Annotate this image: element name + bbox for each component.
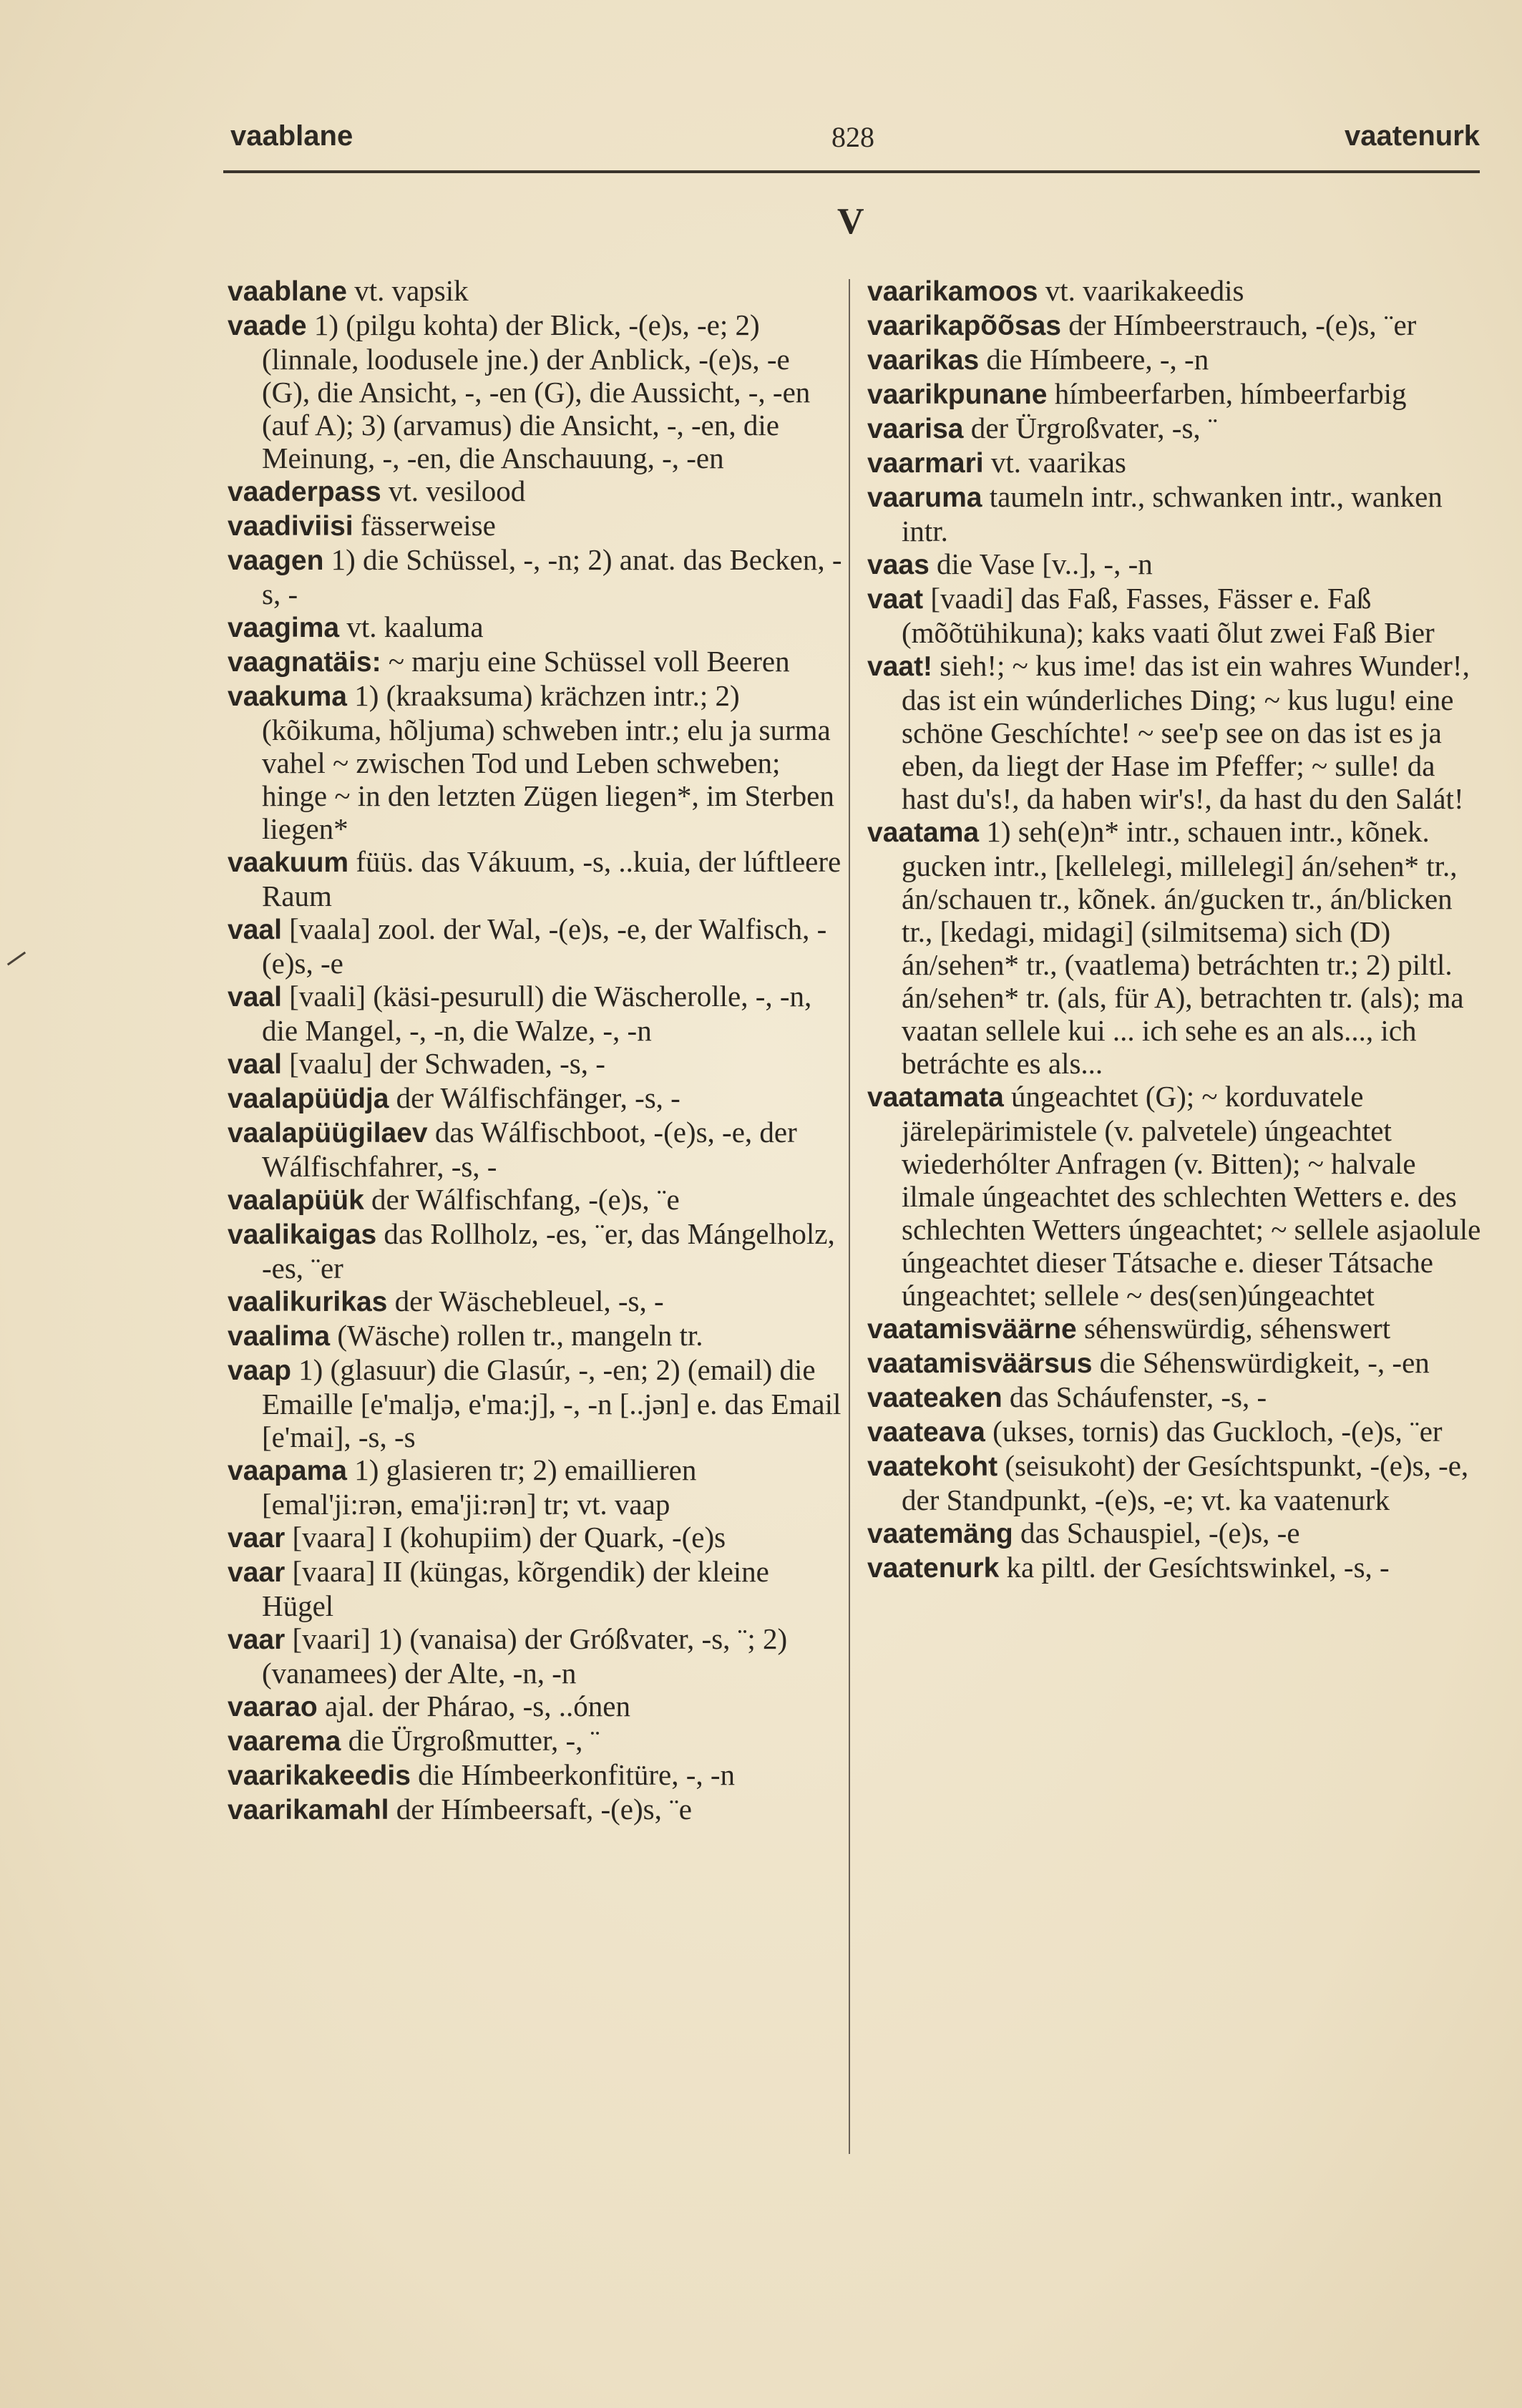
entry-headword: vaalikaigas <box>228 1219 377 1250</box>
dictionary-entry <box>228 1453 843 1521</box>
entry-headword: vaagnatäis: <box>228 647 381 678</box>
entry-headword: vaarikapõõsas <box>867 311 1062 341</box>
entry-headword: vaateaken <box>867 1383 1003 1413</box>
dictionary-entry <box>867 1346 1483 1380</box>
dictionary-entry <box>228 1116 843 1183</box>
entry-definition: die Hímbeere, -, -n <box>979 343 1209 376</box>
entry-headword: vaagen <box>228 545 324 576</box>
dictionary-entry <box>867 411 1483 446</box>
entry-definition: hímbeerfarben, hímbeerfarbig <box>1047 377 1407 410</box>
dictionary-entry <box>228 1758 843 1793</box>
entry-headword: vaakuma <box>228 681 347 712</box>
dictionary-entry <box>867 1551 1483 1585</box>
entry-headword: vaal <box>228 982 282 1013</box>
entry-headword: vaadiviisi <box>228 511 353 542</box>
entry-headword: vaal <box>228 1049 282 1080</box>
entry-definition: das Scháufenster, -s, - <box>1002 1380 1267 1413</box>
entry-definition: sieh!; ~ kus ime! das ist ein wahres Wunder!, das ist ein wúnderliches Ding; ~ kus lugu! eine schöne Geschíchte! ~ see'p see on das ist es ja eben, da liegt der Hase im Pfeffer; ~ sulle! da hast du's!, da haben wir's!, da hast du den Salát! <box>902 649 1470 815</box>
dictionary-entry <box>228 1521 843 1555</box>
column-divider <box>849 279 850 2154</box>
entry-definition: der Wäschebleuel, -s, - <box>387 1285 664 1317</box>
entry-headword: vaalikurikas <box>228 1287 388 1317</box>
entry-definition: vt. vaarikakeedis <box>1038 274 1244 307</box>
entry-headword: vaalapüüdja <box>228 1083 389 1114</box>
entry-definition: [vaari] 1) (vanaisa) der Gróßvater, -s, ¨; 2) (vanamees) der Alte, -n, -n <box>262 1622 788 1690</box>
left-column <box>228 274 843 2163</box>
entry-definition: vt. vapsik <box>346 274 469 307</box>
entry-definition: 1) (glasuur) die Glasúr, -, -en; 2) (email) die Emaille [e'maljə, e'ma:j], -, -n [..jən] e. das Email [e'mai], -s, -s <box>262 1353 842 1453</box>
dictionary-entry <box>228 274 843 308</box>
entry-headword: vaagima <box>228 613 340 643</box>
entry-headword: vaarema <box>228 1726 341 1757</box>
entry-headword: vaakuum <box>228 847 349 878</box>
entry-headword: vaarikamahl <box>228 1795 389 1826</box>
dictionary-entry <box>867 1449 1483 1516</box>
entry-headword: vaatemäng <box>867 1519 1013 1549</box>
entry-definition: vt. kaaluma <box>339 610 484 643</box>
header-last-entry: vaatenurk <box>1345 120 1480 152</box>
entry-definition: [vaali] (käsi-pesurull) die Wäscherolle, -, -n, die Mangel, -, -n, die Walze, -, -n <box>262 980 812 1047</box>
dictionary-entry <box>228 980 843 1047</box>
entry-definition: die Vase [v..], -, -n <box>929 547 1153 580</box>
entry-headword: vaarisa <box>867 414 964 444</box>
entry-headword: vaal <box>228 915 282 945</box>
dictionary-entry <box>228 1622 843 1690</box>
dictionary-entry <box>867 1312 1483 1346</box>
entry-definition: ~ marju eine Schüssel voll Beeren <box>381 645 790 678</box>
dictionary-entry <box>867 1080 1483 1312</box>
entry-headword: vaatamisväärsus <box>867 1348 1093 1379</box>
entry-definition: [vaara] I (kohupiim) der Quark, -(e)s <box>285 1521 726 1554</box>
entry-headword: vaarao <box>228 1692 318 1722</box>
entry-definition: die Ürgroßmutter, -, ¨ <box>341 1724 600 1757</box>
entry-headword: vaaderpass <box>228 477 381 507</box>
dictionary-entry <box>228 308 843 474</box>
entry-definition: der Hímbeerstrauch, -(e)s, ¨er <box>1061 308 1417 341</box>
dictionary-entry <box>228 1217 843 1285</box>
entry-headword: vaar <box>228 1523 286 1554</box>
entry-definition: das Schauspiel, -(e)s, -e <box>1013 1516 1300 1549</box>
entry-definition: der Wálfischfang, -(e)s, ¨e <box>364 1183 680 1216</box>
entry-definition: 1) seh(e)n* intr., schauen intr., kõnek. gucken intr., [kellelegi, millelegi] án/sehen* tr., án/schauen tr., kõnek. án/gucken tr., án/blicken tr., [kedagi, midagi] (silmitsema) sich (D) án/sehen* tr., (vaatlema) betráchten tr.; 2) piltl. án/sehen* tr. (als, für A), betrachten tr. (als); ma vaatan sellele kui ... ich sehe es an als..., ich betráchte es als... <box>902 815 1464 1080</box>
entry-headword: vaatamisväärne <box>867 1314 1077 1345</box>
entry-definition: die Hímbeerkonfitüre, -, -n <box>410 1758 736 1791</box>
entry-definition: [vaara] II (küngas, kõrgendik) der kleine Hügel <box>262 1555 769 1622</box>
entry-definition: ajal. der Phárao, -s, ..ónen <box>317 1690 630 1722</box>
entry-headword: vaalapüügilaev <box>228 1118 428 1149</box>
margin-pencil-mark <box>7 952 26 966</box>
entry-definition: (Wäsche) rollen tr., mangeln tr. <box>330 1319 703 1352</box>
dictionary-entry <box>867 1380 1483 1415</box>
dictionary-entry <box>228 1285 843 1319</box>
dictionary-entry <box>228 1793 843 1827</box>
dictionary-entry <box>867 649 1483 815</box>
entry-headword: vaateava <box>867 1417 985 1448</box>
entry-headword: vaapama <box>228 1456 347 1486</box>
entry-headword: vaatenurk <box>867 1553 1000 1584</box>
dictionary-entry <box>867 274 1483 308</box>
entry-definition: füüs. das Vákuum, -s, ..kuia, der lúftleere Raum <box>262 845 842 912</box>
entry-headword: vaarikakeedis <box>228 1760 411 1791</box>
entry-definition: (ukses, tornis) das Guckloch, -(e)s, ¨er <box>985 1415 1443 1448</box>
entry-definition: fässerweise <box>353 509 496 542</box>
entry-definition: 1) die Schüssel, -, -n; 2) anat. das Becken, -s, - <box>262 543 842 610</box>
entry-headword: vaar <box>228 1557 286 1588</box>
dictionary-entry <box>228 1047 843 1081</box>
entry-definition: [vaala] zool. der Wal, -(e)s, -e, der Walfisch, -(e)s, -e <box>262 912 827 980</box>
entry-definition: 1) glasieren tr; 2) emaillieren [emal'ji:rən, ema'ji:rən] tr; vt. vaap <box>262 1453 697 1521</box>
dictionary-entry <box>867 1516 1483 1551</box>
dictionary-entry <box>228 474 843 509</box>
entry-definition: [vaalu] der Schwaden, -s, - <box>281 1047 605 1080</box>
dictionary-entry <box>867 480 1483 547</box>
entry-definition: vt. vesilood <box>381 474 526 507</box>
entry-headword: vaatekoht <box>867 1451 998 1482</box>
entry-definition: vt. vaarikas <box>983 446 1126 479</box>
entry-definition: der Hímbeersaft, -(e)s, ¨e <box>389 1793 692 1826</box>
page-number: 828 <box>831 121 874 153</box>
entry-headword: vaat! <box>867 651 933 682</box>
entry-definition: séhenswürdig, séhenswert <box>1076 1312 1391 1345</box>
dictionary-entry <box>228 845 843 912</box>
entry-headword: vaarmari <box>867 448 984 479</box>
dictionary-entry <box>228 543 843 610</box>
dictionary-entry <box>228 645 843 679</box>
dictionary-entry <box>867 1415 1483 1449</box>
entry-headword: vaablane <box>228 276 347 307</box>
entry-definition: úngeachtet (G); ~ korduvatele järelepärimistele (v. palvetele) úngeachtet wiederhólter Anfragen (v. Bitten); ~ halvale ilmale úngeachtet des schlechten Wetters e. des schlechten Wetters úngeachtet; ~ sellele asjaolule úngeachtet dieser Tátsache e. dieser Tátsache úngeachtet; sellele ~ des(sen)úngeachtet <box>902 1080 1481 1312</box>
dictionary-entry <box>228 679 843 845</box>
entry-definition: der Ürgroßvater, -s, ¨ <box>963 411 1218 444</box>
entry-headword: vaarikas <box>867 345 980 376</box>
entry-definition: (seisukoht) der Gesíchtspunkt, -(e)s, -e, der Standpunkt, -(e)s, -e; vt. ka vaatenurk <box>902 1449 1469 1516</box>
dictionary-entry <box>228 1081 843 1116</box>
dictionary-entry <box>228 1555 843 1622</box>
entry-definition: die Séhenswürdigkeit, -, -en <box>1092 1346 1430 1379</box>
page-header <box>230 120 1480 177</box>
dictionary-entry <box>228 1183 843 1217</box>
entry-headword: vaatamata <box>867 1082 1004 1113</box>
dictionary-entry <box>228 1724 843 1758</box>
entry-headword: vaarikpunane <box>867 379 1048 410</box>
dictionary-entry <box>867 308 1483 343</box>
dictionary-entry <box>228 912 843 980</box>
entry-headword: vaaruma <box>867 482 982 513</box>
section-letter: V <box>837 201 864 242</box>
entry-headword: vaalima <box>228 1321 331 1352</box>
entry-headword: vaap <box>228 1355 291 1386</box>
dictionary-entry <box>228 1690 843 1724</box>
dictionary-entry <box>867 377 1483 411</box>
entry-headword: vaade <box>228 311 307 341</box>
entry-definition: taumeln intr., schwanken intr., wanken intr. <box>902 480 1443 547</box>
entry-definition: ka piltl. der Gesíchtswinkel, -s, - <box>999 1551 1390 1584</box>
entry-headword: vaarikamoos <box>867 276 1038 307</box>
dictionary-entry <box>867 582 1483 649</box>
entry-headword: vaatama <box>867 817 980 848</box>
entry-definition: 1) (kraaksuma) krächzen intr.; 2) (kõikuma, hõljuma) schweben intr.; elu ja surma vahel ~ zwischen Tod und Leben schweben; hinge ~ in den letzten Zügen liegen*, im Sterben liegen* <box>262 679 834 845</box>
entry-definition: das Rollholz, -es, ¨er, das Mángelholz, -es, ¨er <box>262 1217 835 1285</box>
entry-headword: vaas <box>867 550 930 580</box>
header-rule <box>223 170 1480 173</box>
dictionary-entry <box>228 509 843 543</box>
dictionary-entry <box>228 610 843 645</box>
dictionary-entry <box>228 1319 843 1353</box>
entry-headword: vaat <box>867 584 924 615</box>
entry-headword: vaalapüük <box>228 1185 364 1216</box>
entry-definition: [vaadi] das Faß, Fasses, Fässer e. Faß (mõõtühikuna); kaks vaati õlut zwei Faß Bier <box>902 582 1435 649</box>
entry-headword: vaar <box>228 1624 286 1655</box>
entry-definition: 1) (pilgu kohta) der Blick, -(e)s, -e; 2) (linnale, loodusele jne.) der Anblick, -(e)s, -e (G), die Ansicht, -, -en (G), die Aussicht, -, -en (auf A); 3) (arvamus) die Ansicht, -, -en, die Meinung, -, -en, die Anschauung, -, -en <box>262 308 811 474</box>
dictionary-entry <box>867 446 1483 480</box>
dictionary-entry <box>867 815 1483 1080</box>
right-column <box>867 274 1483 2163</box>
entry-definition: das Wálfischboot, -(e)s, -e, der Wálfischfahrer, -s, - <box>262 1116 797 1183</box>
dictionary-entry <box>867 547 1483 582</box>
dictionary-entry <box>228 1353 843 1453</box>
header-first-entry: vaablane <box>230 120 353 152</box>
entry-definition: der Wálfischfänger, -s, - <box>389 1081 680 1114</box>
dictionary-entry <box>867 343 1483 377</box>
